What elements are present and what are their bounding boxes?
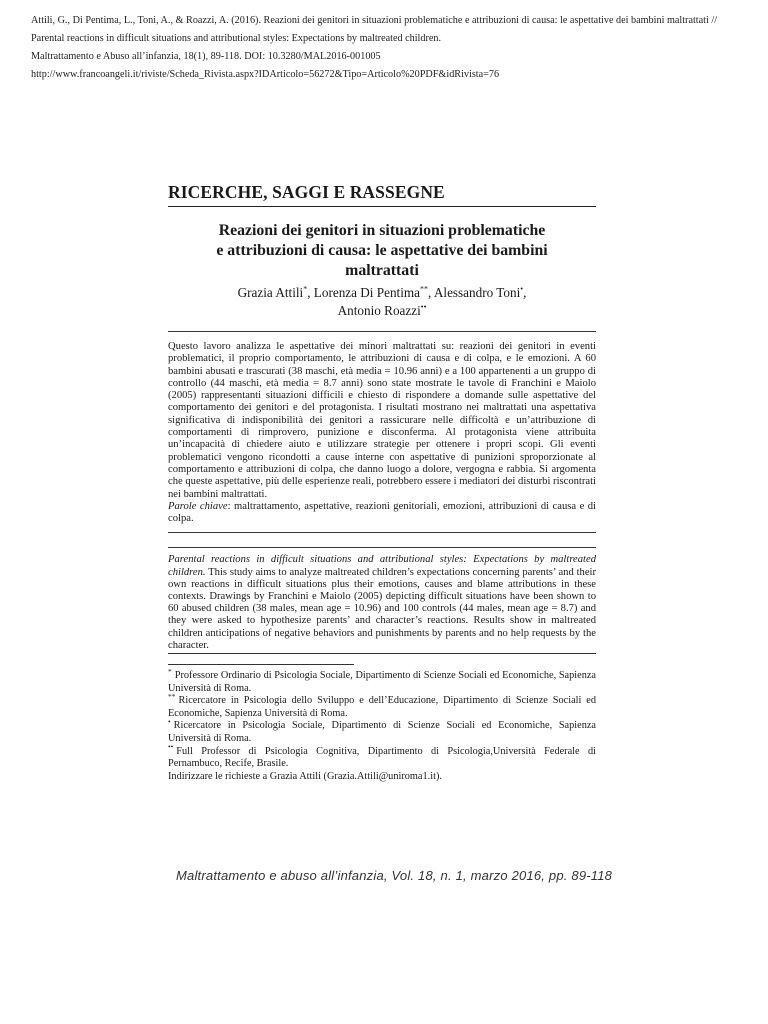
- footnote-mark: ••: [168, 742, 174, 752]
- title-line: e attribuzioni di causa: le aspettative dei bambini: [216, 242, 548, 259]
- section-heading: RICERCHE, SAGGI E RASSEGNE: [168, 182, 596, 207]
- english-title: Parental reactions in difficult situations and attributional styles: Expectations by maltreated children.: [168, 554, 596, 578]
- footnote-mark: *: [168, 666, 172, 676]
- footnote-text: Ricercatore in Psicologia Sociale, Dipartimento di Scienze Sociali ed Economiche, Sapienza Università di Roma.: [168, 720, 596, 745]
- affiliation-mark: ••: [420, 302, 427, 312]
- author-list: [168, 284, 596, 320]
- author-name: Antonio Roazzi: [337, 303, 421, 318]
- citation-url: http://www.francoangeli.it/riviste/Scheda_Rivista.aspx?IDArticolo=56272&Tipo=Articolo%20PDF&idRivista=76: [31, 69, 500, 80]
- footnote: [168, 691, 596, 720]
- abstract-text: This study aims to analyze maltreated children’s expectations concerning parents’ and their own reactions in difficult situations plus their emotions, causes and blame attributions in these contexts. Drawings by Franchini e Maiolo (2005) depicting difficult situations have been shown to 60 abused children (38 males, mean age = 10.96) and 100 controls (44 males, mean age = 8.7) and they were asked to hypothesize parents’ and character’s reactions. Results show in maltreated children anticipations of negative behaviors and punishments by parents and no help requests by the character.: [168, 566, 596, 651]
- author-name: Lorenza Di Pentima: [313, 285, 420, 300]
- footnote-text: Indirizzare le richieste a Grazia Attili (Grazia.Attili@uniroma1.it).: [168, 770, 442, 782]
- author-name: Alessandro Toni: [433, 285, 521, 300]
- keywords-text: : maltrattamento, aspettative, reazioni genitoriali, emozioni, attribuzioni di causa e di colpa.: [168, 500, 596, 525]
- keywords-label: Parole chiave: [168, 500, 228, 512]
- footnote-text: Professore Ordinario di Psicologia Sociale, Dipartimento di Scienze Sociali ed Economiche, Sapienza Università di Roma.: [168, 670, 596, 694]
- affiliation-mark: *: [303, 284, 308, 294]
- abstract-italian: [168, 331, 596, 533]
- footnote-text: Full Professor di Psicologia Cognitiva, Dipartimento di Psicologia,Università Federale di Pernambuco, Recife, Brasile.: [168, 745, 596, 770]
- journal-footer: Maltrattamento e abuso all’infanzia, Vol. 18, n. 1, marzo 2016, pp. 89-118: [176, 868, 613, 883]
- citation-line: Maltrattamento e Abuso all’infanzia, 18(1), 89-118. DOI: 10.3280/MAL2016-001005: [31, 51, 381, 62]
- footnote-divider: [168, 664, 354, 665]
- citation-line: Attili, G., Di Pentima, L., Toni, A., & Roazzi, A. (2016). Reazioni dei genitori in situazioni problematiche e attribuzioni di causa: le aspettative dei bambini maltrattati //: [31, 15, 718, 26]
- affiliation-mark: **: [420, 284, 428, 294]
- footnotes: [168, 666, 596, 783]
- article-body: [168, 182, 596, 783]
- affiliation-mark: •: [520, 284, 524, 294]
- footnote: [168, 717, 596, 745]
- citation-line: Parental reactions in difficult situations and attributional styles: Expectations by maltreated children.: [31, 33, 442, 44]
- abstract-english: [168, 547, 596, 654]
- author-name: Grazia Attili: [237, 285, 304, 300]
- title-line: Reazioni dei genitori in situazioni problematiche: [218, 222, 546, 239]
- article-title: [168, 221, 596, 281]
- footnote: [168, 666, 596, 695]
- author-line: [168, 302, 596, 320]
- author-line: Grazia Attili*, Lorenza Di Pentima**, Alessandro Toni•,: [237, 284, 527, 300]
- footnote-mark: •: [168, 717, 171, 727]
- citation-block: [31, 12, 751, 84]
- footnote-mark: **: [168, 691, 176, 701]
- abstract-text: Questo lavoro analizza le aspettative dei minori maltrattati su: reazioni dei genitori in eventi problematici, il proprio comportamento, le attribuzioni di causa e di colpa, e le emozioni. A 60 bambini abusati e trascurati (38 maschi, età media = 10.96 anni) e a 100 appartenenti a un gruppo di controllo (44 maschi, età media = 8.7 anni) sono state mostrate le tavole di Franchini e Maiolo (2005) rappresentanti situazioni difficili e chiesto di rispondere a domande sulle aspettative del comportamento dei genitori e del protagonista. I risultati mostrano nei maltrattati una aspettativa significativa di indisponibilità dei genitori a rassicurare nelle difficoltà e un’attribuzione di comportamenti di rimprovero, punizione e disconferma. Al protagonista viene attribuita un’incapacità di chiedere aiuto e utilizzare strategie per ottenere i propri scopi. Gli eventi problematici vengono ricondotti a cause interne con aspettative di punizioni sproporzionate al comportamento e attribuzioni di colpa, che danno luogo a dolore, vergogna e rabbia. Si argomenta che queste aspettative, più delle esperienze reali, potrebbero essere i mediatori dei disturbi riscontrati nei bambini maltrattati.: [168, 341, 596, 500]
- footnote: [168, 742, 596, 771]
- contact-note: [168, 771, 596, 784]
- footnote-text: Ricercatore in Psicologia dello Sviluppo e dell’Educazione, Dipartimento di Scienze Sociali ed Economiche, Sapienza Università di Roma.: [168, 695, 596, 719]
- title-line: maltrattati: [345, 262, 419, 279]
